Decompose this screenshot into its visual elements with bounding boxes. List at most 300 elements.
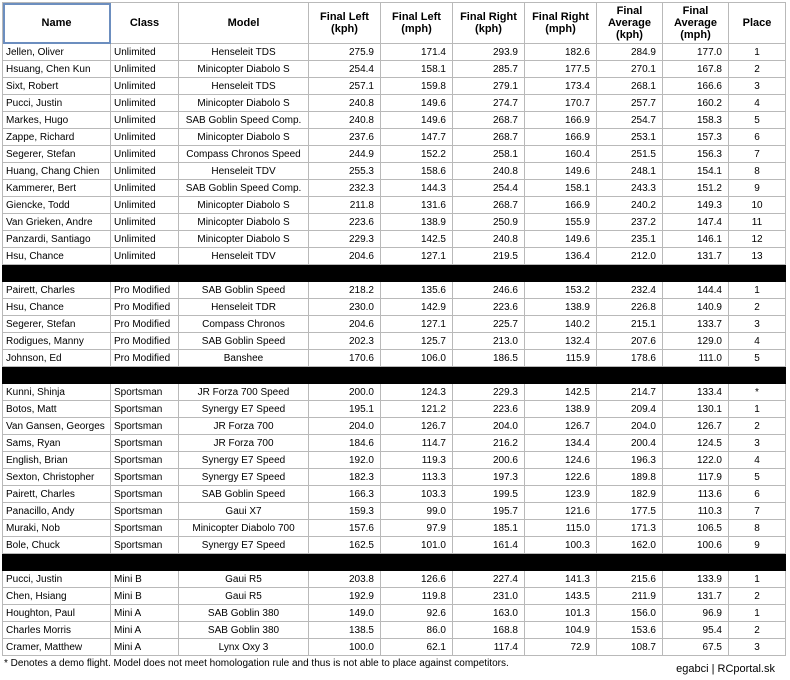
cell-class[interactable]: Unlimited xyxy=(111,112,179,129)
cell-final-right-kph[interactable]: 163.0 xyxy=(453,605,525,622)
column-header-class[interactable]: Class xyxy=(111,3,179,44)
cell-final-right-kph[interactable]: 250.9 xyxy=(453,214,525,231)
cell-final-left-kph[interactable]: 182.3 xyxy=(309,469,381,486)
cell-final-right-mph[interactable]: 126.7 xyxy=(525,418,597,435)
cell-model[interactable]: Compass Chronos xyxy=(179,316,309,333)
cell-final-right-kph[interactable]: 197.3 xyxy=(453,469,525,486)
cell-final-average-mph[interactable]: 122.0 xyxy=(663,452,729,469)
cell-name[interactable]: Segerer, Stefan xyxy=(3,316,111,333)
cell-name[interactable]: Van Grieken, Andre xyxy=(3,214,111,231)
cell-final-average-kph[interactable]: 171.3 xyxy=(597,520,663,537)
cell-final-average-mph[interactable]: 130.1 xyxy=(663,401,729,418)
cell-model[interactable]: Synergy E7 Speed xyxy=(179,401,309,418)
cell-final-right-mph[interactable]: 115.9 xyxy=(525,350,597,367)
cell-class[interactable]: Unlimited xyxy=(111,78,179,95)
cell-model[interactable]: Lynx Oxy 3 xyxy=(179,639,309,656)
cell-place[interactable]: 5 xyxy=(729,350,786,367)
cell-class[interactable]: Sportsman xyxy=(111,537,179,554)
cell-name[interactable]: Cramer, Matthew xyxy=(3,639,111,656)
cell-final-left-kph[interactable]: 149.0 xyxy=(309,605,381,622)
cell-final-right-kph[interactable]: 293.9 xyxy=(453,44,525,61)
cell-final-right-kph[interactable]: 240.8 xyxy=(453,163,525,180)
cell-final-right-kph[interactable]: 285.7 xyxy=(453,61,525,78)
cell-place[interactable]: 8 xyxy=(729,520,786,537)
cell-final-left-kph[interactable]: 275.9 xyxy=(309,44,381,61)
column-header-final-right-kph[interactable]: Final Right (kph) xyxy=(453,3,525,44)
cell-model[interactable]: Synergy E7 Speed xyxy=(179,469,309,486)
cell-final-left-kph[interactable]: 138.5 xyxy=(309,622,381,639)
cell-final-right-mph[interactable]: 182.6 xyxy=(525,44,597,61)
column-header-final-average-kph[interactable]: Final Average (kph) xyxy=(597,3,663,44)
cell-final-left-kph[interactable]: 184.6 xyxy=(309,435,381,452)
cell-final-left-mph[interactable]: 99.0 xyxy=(381,503,453,520)
cell-final-average-kph[interactable]: 204.0 xyxy=(597,418,663,435)
cell-model[interactable]: Gaui R5 xyxy=(179,571,309,588)
cell-model[interactable]: Henseleit TDV xyxy=(179,163,309,180)
cell-final-average-mph[interactable]: 106.5 xyxy=(663,520,729,537)
cell-place[interactable]: 3 xyxy=(729,435,786,452)
cell-final-average-kph[interactable]: 189.8 xyxy=(597,469,663,486)
cell-final-average-kph[interactable]: 177.5 xyxy=(597,503,663,520)
cell-final-right-mph[interactable]: 173.4 xyxy=(525,78,597,95)
cell-final-left-mph[interactable]: 144.3 xyxy=(381,180,453,197)
cell-place[interactable]: 5 xyxy=(729,112,786,129)
cell-model[interactable]: JR Forza 700 xyxy=(179,435,309,452)
cell-final-right-mph[interactable]: 143.5 xyxy=(525,588,597,605)
cell-final-average-mph[interactable]: 146.1 xyxy=(663,231,729,248)
cell-final-left-kph[interactable]: 257.1 xyxy=(309,78,381,95)
cell-final-right-kph[interactable]: 268.7 xyxy=(453,197,525,214)
cell-final-right-mph[interactable]: 123.9 xyxy=(525,486,597,503)
cell-final-left-kph[interactable]: 159.3 xyxy=(309,503,381,520)
cell-final-average-mph[interactable]: 154.1 xyxy=(663,163,729,180)
cell-model[interactable]: Compass Chronos Speed xyxy=(179,146,309,163)
cell-name[interactable]: Zappe, Richard xyxy=(3,129,111,146)
cell-model[interactable]: SAB Goblin 380 xyxy=(179,622,309,639)
cell-class[interactable]: Mini A xyxy=(111,639,179,656)
cell-final-left-kph[interactable]: 200.0 xyxy=(309,384,381,401)
cell-class[interactable]: Sportsman xyxy=(111,486,179,503)
cell-place[interactable]: 9 xyxy=(729,180,786,197)
cell-final-left-mph[interactable]: 121.2 xyxy=(381,401,453,418)
cell-final-right-kph[interactable]: 246.6 xyxy=(453,282,525,299)
cell-model[interactable]: Minicopter Diabolo S xyxy=(179,231,309,248)
cell-model[interactable]: Henseleit TDV xyxy=(179,248,309,265)
cell-place[interactable]: 10 xyxy=(729,197,786,214)
cell-final-average-mph[interactable]: 151.2 xyxy=(663,180,729,197)
cell-final-average-kph[interactable]: 232.4 xyxy=(597,282,663,299)
cell-place[interactable]: 6 xyxy=(729,486,786,503)
cell-final-right-kph[interactable]: 279.1 xyxy=(453,78,525,95)
cell-model[interactable]: SAB Goblin Speed Comp. xyxy=(179,112,309,129)
cell-final-left-mph[interactable]: 113.3 xyxy=(381,469,453,486)
cell-final-average-kph[interactable]: 211.9 xyxy=(597,588,663,605)
cell-place[interactable]: 5 xyxy=(729,469,786,486)
cell-final-right-mph[interactable]: 141.3 xyxy=(525,571,597,588)
cell-final-average-kph[interactable]: 215.6 xyxy=(597,571,663,588)
cell-name[interactable]: Pucci, Justin xyxy=(3,95,111,112)
cell-final-average-kph[interactable]: 243.3 xyxy=(597,180,663,197)
cell-place[interactable]: 4 xyxy=(729,333,786,350)
cell-model[interactable]: Minicopter Diabolo S xyxy=(179,197,309,214)
cell-final-average-mph[interactable]: 149.3 xyxy=(663,197,729,214)
cell-final-left-mph[interactable]: 124.3 xyxy=(381,384,453,401)
column-header-final-left-kph[interactable]: Final Left (kph) xyxy=(309,3,381,44)
cell-final-left-kph[interactable]: 218.2 xyxy=(309,282,381,299)
cell-final-left-mph[interactable]: 97.9 xyxy=(381,520,453,537)
cell-class[interactable]: Unlimited xyxy=(111,180,179,197)
cell-model[interactable]: JR Forza 700 xyxy=(179,418,309,435)
cell-name[interactable]: Charles Morris xyxy=(3,622,111,639)
cell-final-average-kph[interactable]: 178.6 xyxy=(597,350,663,367)
cell-final-average-kph[interactable]: 214.7 xyxy=(597,384,663,401)
column-header-name[interactable]: Name xyxy=(3,3,111,44)
cell-class[interactable]: Sportsman xyxy=(111,469,179,486)
cell-final-average-mph[interactable]: 166.6 xyxy=(663,78,729,95)
cell-final-right-kph[interactable]: 185.1 xyxy=(453,520,525,537)
cell-final-left-kph[interactable]: 204.6 xyxy=(309,248,381,265)
cell-final-left-mph[interactable]: 127.1 xyxy=(381,316,453,333)
cell-place[interactable]: 13 xyxy=(729,248,786,265)
cell-final-average-mph[interactable]: 144.4 xyxy=(663,282,729,299)
cell-final-right-kph[interactable]: 240.8 xyxy=(453,231,525,248)
cell-final-left-mph[interactable]: 142.5 xyxy=(381,231,453,248)
cell-final-right-mph[interactable]: 115.0 xyxy=(525,520,597,537)
cell-place[interactable]: 1 xyxy=(729,605,786,622)
cell-final-average-mph[interactable]: 111.0 xyxy=(663,350,729,367)
cell-class[interactable]: Mini B xyxy=(111,571,179,588)
cell-class[interactable]: Mini A xyxy=(111,605,179,622)
cell-place[interactable]: 8 xyxy=(729,163,786,180)
cell-final-average-mph[interactable]: 113.6 xyxy=(663,486,729,503)
cell-model[interactable]: Gaui X7 xyxy=(179,503,309,520)
cell-final-average-kph[interactable]: 156.0 xyxy=(597,605,663,622)
cell-final-right-mph[interactable]: 158.1 xyxy=(525,180,597,197)
cell-place[interactable]: 2 xyxy=(729,418,786,435)
cell-final-average-mph[interactable]: 95.4 xyxy=(663,622,729,639)
cell-class[interactable]: Unlimited xyxy=(111,231,179,248)
cell-final-average-mph[interactable]: 110.3 xyxy=(663,503,729,520)
column-header-final-average-mph[interactable]: Final Average (mph) xyxy=(663,3,729,44)
cell-model[interactable]: Henseleit TDS xyxy=(179,78,309,95)
cell-final-left-mph[interactable]: 62.1 xyxy=(381,639,453,656)
cell-class[interactable]: Unlimited xyxy=(111,44,179,61)
cell-name[interactable]: Muraki, Nob xyxy=(3,520,111,537)
cell-final-left-kph[interactable]: 229.3 xyxy=(309,231,381,248)
cell-name[interactable]: Bole, Chuck xyxy=(3,537,111,554)
cell-model[interactable]: SAB Goblin Speed xyxy=(179,333,309,350)
cell-final-average-kph[interactable]: 108.7 xyxy=(597,639,663,656)
cell-final-average-kph[interactable]: 268.1 xyxy=(597,78,663,95)
cell-model[interactable]: SAB Goblin 380 xyxy=(179,605,309,622)
cell-final-right-mph[interactable]: 124.6 xyxy=(525,452,597,469)
cell-name[interactable]: Hsu, Chance xyxy=(3,299,111,316)
cell-name[interactable]: Chen, Hsiang xyxy=(3,588,111,605)
cell-class[interactable]: Sportsman xyxy=(111,401,179,418)
cell-final-average-mph[interactable]: 133.7 xyxy=(663,316,729,333)
cell-final-right-mph[interactable]: 134.4 xyxy=(525,435,597,452)
cell-name[interactable]: Jellen, Oliver xyxy=(3,44,111,61)
cell-model[interactable]: Minicopter Diabolo S xyxy=(179,214,309,231)
cell-final-left-mph[interactable]: 125.7 xyxy=(381,333,453,350)
cell-final-right-mph[interactable]: 136.4 xyxy=(525,248,597,265)
cell-name[interactable]: Kunni, Shinja xyxy=(3,384,111,401)
cell-final-right-mph[interactable]: 142.5 xyxy=(525,384,597,401)
cell-place[interactable]: 11 xyxy=(729,214,786,231)
cell-place[interactable]: 1 xyxy=(729,282,786,299)
cell-final-right-kph[interactable]: 258.1 xyxy=(453,146,525,163)
cell-final-left-mph[interactable]: 92.6 xyxy=(381,605,453,622)
cell-model[interactable]: Minicopter Diabolo S xyxy=(179,61,309,78)
cell-final-average-mph[interactable]: 117.9 xyxy=(663,469,729,486)
cell-final-left-mph[interactable]: 152.2 xyxy=(381,146,453,163)
cell-model[interactable]: SAB Goblin Speed xyxy=(179,282,309,299)
cell-model[interactable]: Minicopter Diabolo S xyxy=(179,129,309,146)
cell-final-left-kph[interactable]: 204.6 xyxy=(309,316,381,333)
cell-name[interactable]: Hsuang, Chen Kun xyxy=(3,61,111,78)
cell-class[interactable]: Unlimited xyxy=(111,197,179,214)
cell-final-left-kph[interactable]: 244.9 xyxy=(309,146,381,163)
cell-final-left-mph[interactable]: 114.7 xyxy=(381,435,453,452)
cell-final-average-mph[interactable]: 124.5 xyxy=(663,435,729,452)
cell-final-left-mph[interactable]: 131.6 xyxy=(381,197,453,214)
cell-class[interactable]: Unlimited xyxy=(111,61,179,78)
cell-final-left-mph[interactable]: 135.6 xyxy=(381,282,453,299)
cell-final-left-kph[interactable]: 192.9 xyxy=(309,588,381,605)
cell-name[interactable]: Hsu, Chance xyxy=(3,248,111,265)
cell-final-left-mph[interactable]: 101.0 xyxy=(381,537,453,554)
cell-final-left-kph[interactable]: 203.8 xyxy=(309,571,381,588)
cell-final-right-kph[interactable]: 161.4 xyxy=(453,537,525,554)
cell-final-right-kph[interactable]: 254.4 xyxy=(453,180,525,197)
cell-final-right-mph[interactable]: 140.2 xyxy=(525,316,597,333)
cell-final-average-kph[interactable]: 240.2 xyxy=(597,197,663,214)
cell-name[interactable]: Pairett, Charles xyxy=(3,486,111,503)
cell-final-right-mph[interactable]: 132.4 xyxy=(525,333,597,350)
cell-class[interactable]: Mini B xyxy=(111,588,179,605)
cell-final-right-kph[interactable]: 274.7 xyxy=(453,95,525,112)
cell-model[interactable]: Synergy E7 Speed xyxy=(179,537,309,554)
cell-place[interactable]: 2 xyxy=(729,61,786,78)
cell-final-right-mph[interactable]: 149.6 xyxy=(525,231,597,248)
cell-final-right-kph[interactable]: 195.7 xyxy=(453,503,525,520)
cell-final-average-mph[interactable]: 140.9 xyxy=(663,299,729,316)
cell-final-right-mph[interactable]: 170.7 xyxy=(525,95,597,112)
cell-final-right-kph[interactable]: 168.8 xyxy=(453,622,525,639)
cell-final-average-mph[interactable]: 156.3 xyxy=(663,146,729,163)
cell-model[interactable]: JR Forza 700 Speed xyxy=(179,384,309,401)
cell-final-left-mph[interactable]: 147.7 xyxy=(381,129,453,146)
cell-final-right-kph[interactable]: 117.4 xyxy=(453,639,525,656)
cell-place[interactable]: 1 xyxy=(729,44,786,61)
cell-final-right-kph[interactable]: 216.2 xyxy=(453,435,525,452)
cell-place[interactable]: 6 xyxy=(729,129,786,146)
cell-final-right-mph[interactable]: 138.9 xyxy=(525,401,597,418)
cell-class[interactable]: Pro Modified xyxy=(111,350,179,367)
cell-final-right-mph[interactable]: 160.4 xyxy=(525,146,597,163)
cell-class[interactable]: Unlimited xyxy=(111,146,179,163)
cell-final-right-kph[interactable]: 227.4 xyxy=(453,571,525,588)
cell-final-average-kph[interactable]: 253.1 xyxy=(597,129,663,146)
cell-name[interactable]: Sexton, Christopher xyxy=(3,469,111,486)
cell-final-average-kph[interactable]: 209.4 xyxy=(597,401,663,418)
cell-class[interactable]: Sportsman xyxy=(111,384,179,401)
cell-place[interactable]: * xyxy=(729,384,786,401)
cell-final-average-kph[interactable]: 215.1 xyxy=(597,316,663,333)
cell-class[interactable]: Unlimited xyxy=(111,95,179,112)
cell-place[interactable]: 4 xyxy=(729,95,786,112)
cell-final-right-kph[interactable]: 223.6 xyxy=(453,401,525,418)
cell-final-right-kph[interactable]: 204.0 xyxy=(453,418,525,435)
cell-name[interactable]: Kammerer, Bert xyxy=(3,180,111,197)
cell-final-left-kph[interactable]: 230.0 xyxy=(309,299,381,316)
cell-final-average-kph[interactable]: 248.1 xyxy=(597,163,663,180)
cell-final-left-mph[interactable]: 158.1 xyxy=(381,61,453,78)
cell-name[interactable]: Van Gansen, Georges xyxy=(3,418,111,435)
cell-final-left-kph[interactable]: 237.6 xyxy=(309,129,381,146)
cell-final-left-mph[interactable]: 119.8 xyxy=(381,588,453,605)
cell-place[interactable]: 7 xyxy=(729,146,786,163)
cell-final-average-kph[interactable]: 254.7 xyxy=(597,112,663,129)
cell-class[interactable]: Unlimited xyxy=(111,214,179,231)
cell-place[interactable]: 3 xyxy=(729,639,786,656)
cell-place[interactable]: 12 xyxy=(729,231,786,248)
cell-model[interactable]: SAB Goblin Speed xyxy=(179,486,309,503)
cell-final-left-mph[interactable]: 103.3 xyxy=(381,486,453,503)
cell-name[interactable]: Panacillo, Andy xyxy=(3,503,111,520)
cell-name[interactable]: Huang, Chang Chien xyxy=(3,163,111,180)
cell-final-average-kph[interactable]: 226.8 xyxy=(597,299,663,316)
cell-final-left-kph[interactable]: 255.3 xyxy=(309,163,381,180)
cell-final-left-mph[interactable]: 142.9 xyxy=(381,299,453,316)
cell-place[interactable]: 2 xyxy=(729,588,786,605)
cell-final-left-mph[interactable]: 158.6 xyxy=(381,163,453,180)
cell-final-average-mph[interactable]: 133.9 xyxy=(663,571,729,588)
cell-final-right-mph[interactable]: 72.9 xyxy=(525,639,597,656)
cell-final-average-mph[interactable]: 133.4 xyxy=(663,384,729,401)
cell-final-right-mph[interactable]: 153.2 xyxy=(525,282,597,299)
cell-final-average-kph[interactable]: 251.5 xyxy=(597,146,663,163)
cell-final-right-mph[interactable]: 166.9 xyxy=(525,197,597,214)
cell-final-right-kph[interactable]: 219.5 xyxy=(453,248,525,265)
cell-name[interactable]: Sams, Ryan xyxy=(3,435,111,452)
cell-final-left-kph[interactable]: 202.3 xyxy=(309,333,381,350)
cell-final-left-kph[interactable]: 192.0 xyxy=(309,452,381,469)
cell-class[interactable]: Pro Modified xyxy=(111,333,179,350)
cell-place[interactable]: 7 xyxy=(729,503,786,520)
cell-final-average-kph[interactable]: 182.9 xyxy=(597,486,663,503)
column-header-final-left-mph[interactable]: Final Left (mph) xyxy=(381,3,453,44)
cell-final-left-kph[interactable]: 232.3 xyxy=(309,180,381,197)
cell-place[interactable]: 3 xyxy=(729,78,786,95)
cell-final-right-kph[interactable]: 200.6 xyxy=(453,452,525,469)
cell-final-average-kph[interactable]: 270.1 xyxy=(597,61,663,78)
cell-name[interactable]: English, Brian xyxy=(3,452,111,469)
cell-place[interactable]: 3 xyxy=(729,316,786,333)
cell-final-right-mph[interactable]: 122.6 xyxy=(525,469,597,486)
cell-name[interactable]: Johnson, Ed xyxy=(3,350,111,367)
cell-place[interactable]: 1 xyxy=(729,571,786,588)
cell-final-right-kph[interactable]: 223.6 xyxy=(453,299,525,316)
cell-final-right-mph[interactable]: 149.6 xyxy=(525,163,597,180)
cell-model[interactable]: Henseleit TDS xyxy=(179,44,309,61)
cell-final-average-kph[interactable]: 257.7 xyxy=(597,95,663,112)
cell-final-left-mph[interactable]: 119.3 xyxy=(381,452,453,469)
cell-place[interactable]: 2 xyxy=(729,299,786,316)
cell-model[interactable]: Gaui R5 xyxy=(179,588,309,605)
cell-final-average-mph[interactable]: 158.3 xyxy=(663,112,729,129)
cell-name[interactable]: Botos, Matt xyxy=(3,401,111,418)
cell-class[interactable]: Mini A xyxy=(111,622,179,639)
cell-final-left-kph[interactable]: 100.0 xyxy=(309,639,381,656)
cell-final-left-mph[interactable]: 138.9 xyxy=(381,214,453,231)
cell-final-average-mph[interactable]: 157.3 xyxy=(663,129,729,146)
cell-final-left-kph[interactable]: 157.6 xyxy=(309,520,381,537)
cell-final-left-kph[interactable]: 166.3 xyxy=(309,486,381,503)
cell-final-average-mph[interactable]: 96.9 xyxy=(663,605,729,622)
cell-final-left-kph[interactable]: 240.8 xyxy=(309,95,381,112)
cell-name[interactable]: Pairett, Charles xyxy=(3,282,111,299)
cell-final-average-mph[interactable]: 167.8 xyxy=(663,61,729,78)
cell-model[interactable]: Minicopter Diabolo S xyxy=(179,95,309,112)
cell-final-left-mph[interactable]: 149.6 xyxy=(381,112,453,129)
cell-final-average-kph[interactable]: 284.9 xyxy=(597,44,663,61)
cell-final-right-mph[interactable]: 101.3 xyxy=(525,605,597,622)
column-header-model[interactable]: Model xyxy=(179,3,309,44)
cell-model[interactable]: Synergy E7 Speed xyxy=(179,452,309,469)
cell-final-left-mph[interactable]: 171.4 xyxy=(381,44,453,61)
cell-final-right-mph[interactable]: 100.3 xyxy=(525,537,597,554)
cell-final-left-mph[interactable]: 126.6 xyxy=(381,571,453,588)
cell-final-right-mph[interactable]: 166.9 xyxy=(525,112,597,129)
cell-final-right-kph[interactable]: 186.5 xyxy=(453,350,525,367)
cell-final-left-kph[interactable]: 211.8 xyxy=(309,197,381,214)
cell-class[interactable]: Sportsman xyxy=(111,435,179,452)
cell-name[interactable]: Panzardi, Santiago xyxy=(3,231,111,248)
cell-final-right-mph[interactable]: 138.9 xyxy=(525,299,597,316)
cell-place[interactable]: 4 xyxy=(729,452,786,469)
cell-final-left-mph[interactable]: 86.0 xyxy=(381,622,453,639)
cell-model[interactable]: Minicopter Diabolo 700 xyxy=(179,520,309,537)
cell-final-average-mph[interactable]: 67.5 xyxy=(663,639,729,656)
cell-final-left-mph[interactable]: 106.0 xyxy=(381,350,453,367)
cell-final-right-mph[interactable]: 166.9 xyxy=(525,129,597,146)
cell-place[interactable]: 9 xyxy=(729,537,786,554)
cell-final-average-kph[interactable]: 200.4 xyxy=(597,435,663,452)
cell-class[interactable]: Pro Modified xyxy=(111,316,179,333)
cell-final-left-mph[interactable]: 159.8 xyxy=(381,78,453,95)
cell-final-right-kph[interactable]: 231.0 xyxy=(453,588,525,605)
cell-final-average-mph[interactable]: 126.7 xyxy=(663,418,729,435)
cell-model[interactable]: Banshee xyxy=(179,350,309,367)
cell-final-left-kph[interactable]: 240.8 xyxy=(309,112,381,129)
cell-final-right-mph[interactable]: 121.6 xyxy=(525,503,597,520)
cell-final-right-kph[interactable]: 199.5 xyxy=(453,486,525,503)
cell-final-average-mph[interactable]: 100.6 xyxy=(663,537,729,554)
cell-final-right-kph[interactable]: 225.7 xyxy=(453,316,525,333)
cell-final-average-kph[interactable]: 212.0 xyxy=(597,248,663,265)
cell-final-right-kph[interactable]: 229.3 xyxy=(453,384,525,401)
cell-name[interactable]: Giencke, Todd xyxy=(3,197,111,214)
cell-name[interactable]: Markes, Hugo xyxy=(3,112,111,129)
cell-name[interactable]: Segerer, Stefan xyxy=(3,146,111,163)
cell-final-average-kph[interactable]: 196.3 xyxy=(597,452,663,469)
cell-final-right-mph[interactable]: 155.9 xyxy=(525,214,597,231)
cell-final-left-kph[interactable]: 170.6 xyxy=(309,350,381,367)
cell-final-average-mph[interactable]: 131.7 xyxy=(663,588,729,605)
cell-place[interactable]: 2 xyxy=(729,622,786,639)
cell-final-left-kph[interactable]: 162.5 xyxy=(309,537,381,554)
